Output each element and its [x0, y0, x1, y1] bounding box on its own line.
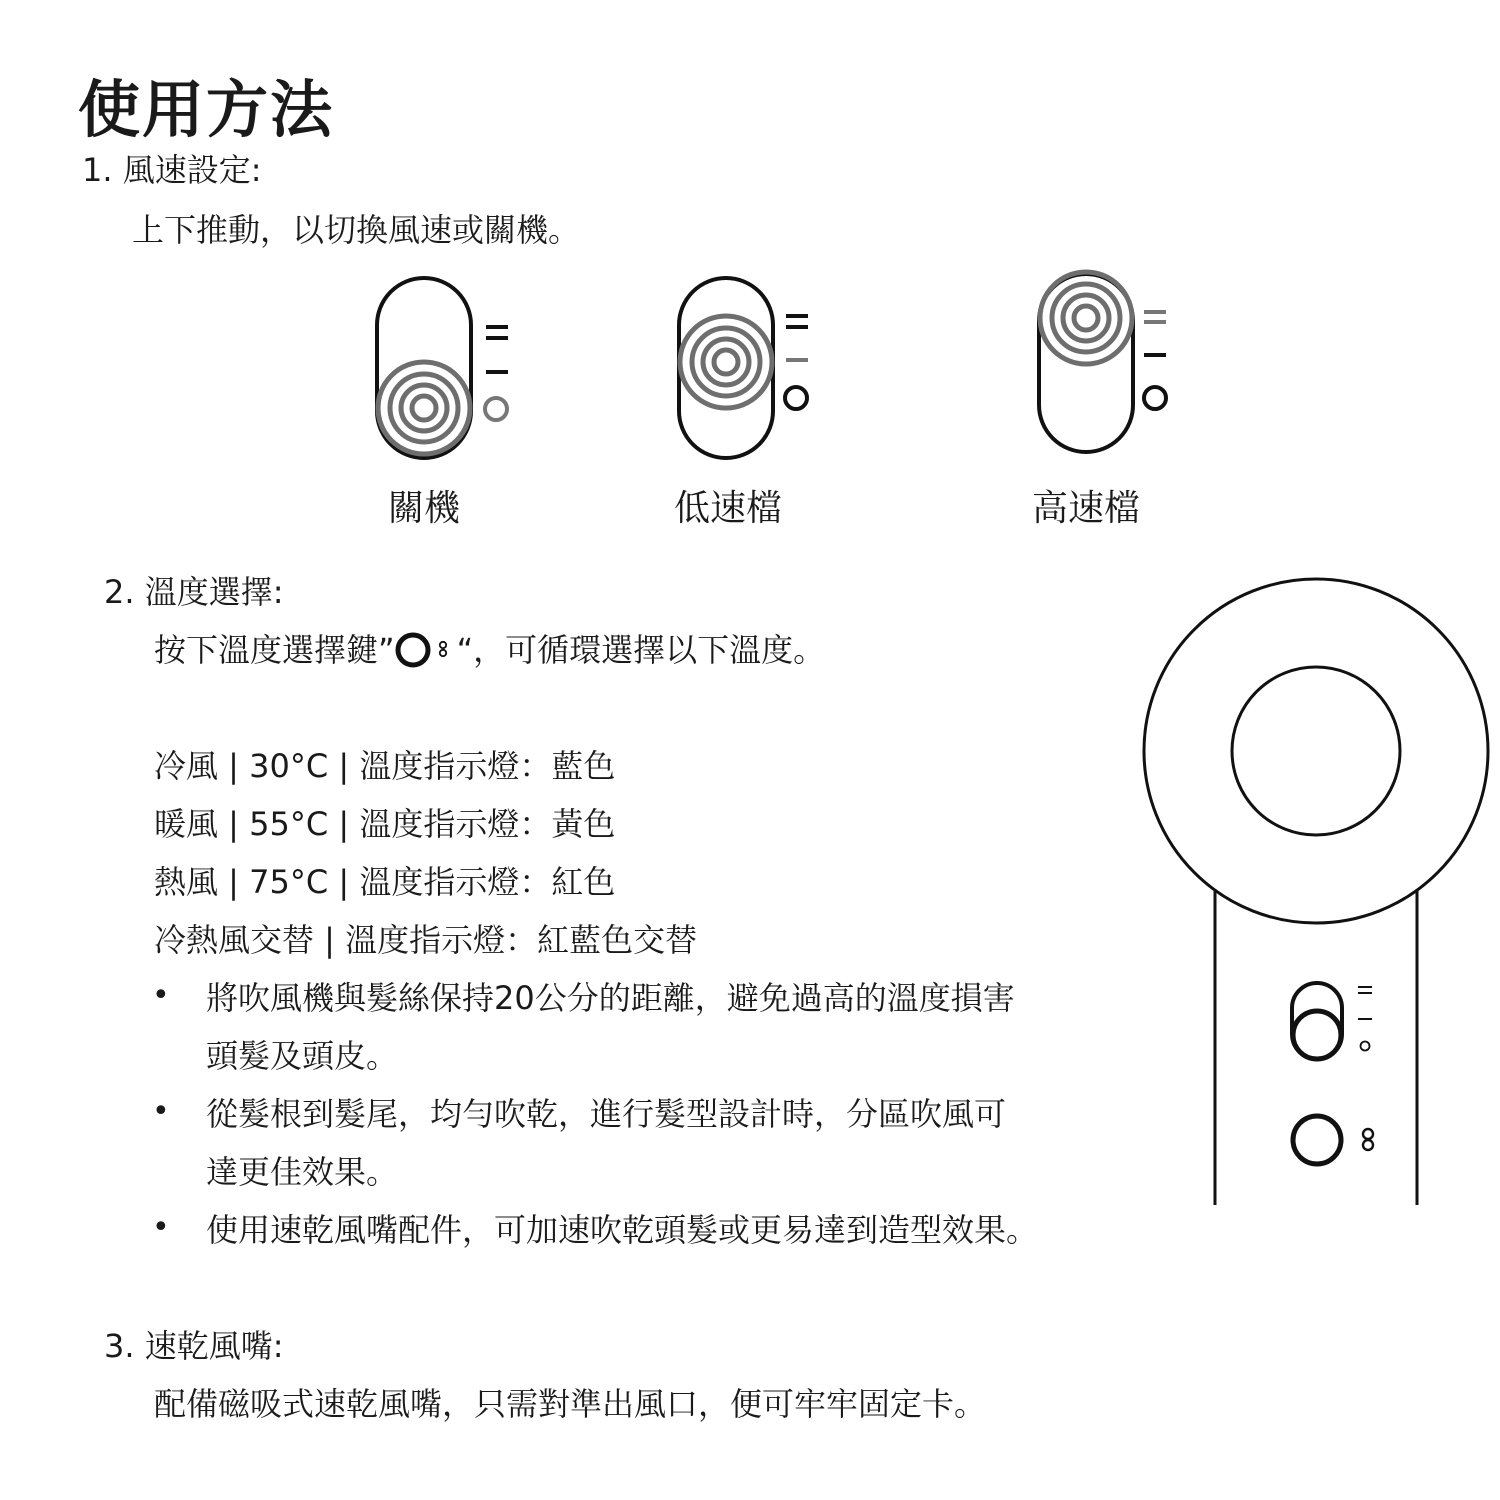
bullet-dot-icon: •: [152, 1094, 170, 1129]
switch-low-icon: [672, 270, 832, 470]
tip-1-line-1: 將吹風機與髮絲保持20公分的距離，避免過高的溫度損害: [206, 979, 1015, 1017]
page-title: 使用方法: [78, 73, 335, 146]
concentric-rings-knob-icon: [1040, 272, 1132, 364]
section3-description: 配備磁吸式速乾風嘴，只需對準出風口，便可牢牢固定卡。: [154, 1385, 987, 1423]
section1-description: 上下推動，以切換風速或關機。: [132, 211, 581, 249]
tip-3-line-1: 使用速乾風嘴配件，可加速吹乾頭髮或更易達到造型效果。: [206, 1211, 1039, 1249]
section3-heading: 3. 速乾風嘴:: [104, 1327, 284, 1365]
temp-mode-cold: 冷風 | 30°C | 溫度指示燈：藍色: [154, 747, 616, 785]
temp-mode-warm: 暖風 | 55°C | 溫度指示燈：黃色: [154, 805, 616, 843]
bullet-dot-icon: •: [152, 1210, 170, 1245]
tip-1-line-2: 頭髮及頭皮。: [206, 1037, 399, 1075]
dryer-speed-switch-icon: [1292, 983, 1372, 1059]
switch-off-icon: [370, 270, 530, 470]
hair-dryer-icon: [1140, 575, 1500, 1215]
switch-high-icon: [1032, 262, 1192, 462]
temp-mode-alternate: 冷熱風交替 | 溫度指示燈：紅藍色交替: [154, 921, 698, 959]
tip-2-line-1: 從髮根到髮尾，均勻吹乾，進行髮型設計時，分區吹風可: [206, 1095, 1007, 1133]
section2-desc-after: “，可循環選擇以下溫度。: [456, 631, 826, 669]
section2-description: [154, 630, 825, 672]
tip-2-line-2: 達更佳效果。: [206, 1153, 399, 1191]
switch-high-caption: 高速檔: [1031, 488, 1140, 529]
dryer-temperature-button-icon: [1293, 1116, 1373, 1164]
temp-mode-hot: 熱風 | 75°C | 溫度指示燈：紅色: [154, 863, 616, 901]
section1-heading: 1. 風速設定:: [82, 151, 262, 189]
switch-low-caption: 低速檔: [673, 488, 782, 529]
bullet-dot-icon: •: [152, 978, 170, 1013]
section2-desc-before: 按下溫度選擇鍵”: [154, 631, 395, 669]
concentric-rings-knob-icon: [378, 362, 470, 454]
section2-heading: 2. 溫度選擇:: [104, 573, 284, 611]
concentric-rings-knob-icon: [680, 316, 772, 408]
temperature-button-icon: [395, 630, 457, 670]
switch-off-caption: 關機: [387, 488, 460, 529]
